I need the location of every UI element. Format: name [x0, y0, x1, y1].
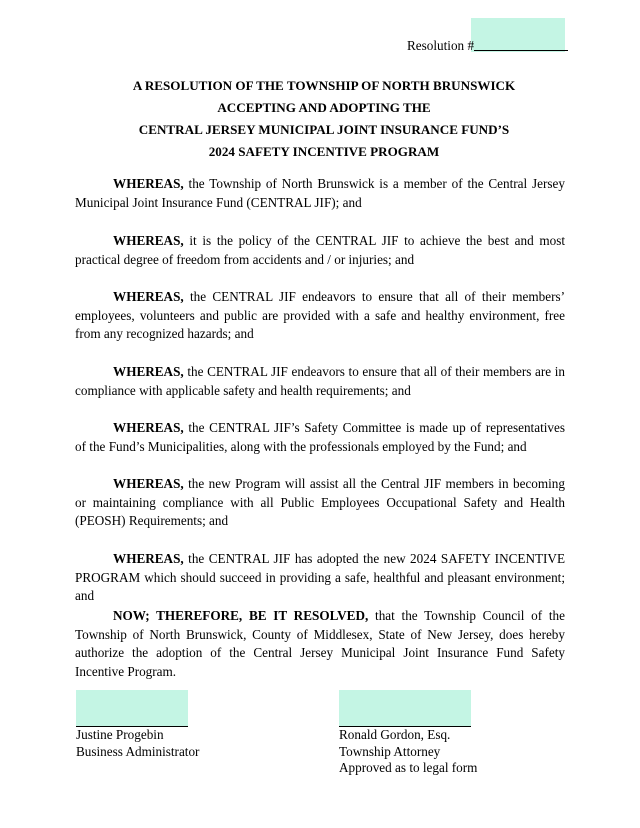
title-line-3: CENTRAL JERSEY MUNICIPAL JOINT INSURANCE FUND’S	[138, 122, 510, 137]
signer-title-right: Township Attorney	[339, 743, 441, 759]
clause-5	[75, 419, 565, 456]
document-title	[74, 75, 574, 163]
resolved-clause-text: that the Township Council of the Township of North Brunswick, County of Middlesex, State of New Jersey, does hereby authorize the adoption of the Central Jersey Municipal Joint Insurance Fund Safety Incentive Program.	[75, 608, 565, 679]
clause-1-lead: WHEREAS,	[113, 176, 184, 191]
clause-7-lead: WHEREAS,	[113, 551, 184, 566]
signer-name-left: Justine Progebin	[76, 727, 164, 742]
title-line-2: ACCEPTING AND ADOPTING THE	[217, 100, 431, 115]
clause-2-lead: WHEREAS,	[113, 233, 184, 248]
signature-redaction-right	[339, 690, 471, 726]
clause-6	[75, 475, 565, 531]
resolution-number-line	[407, 38, 568, 54]
clause-6-lead: WHEREAS,	[113, 476, 184, 491]
clause-4	[75, 363, 565, 400]
title-line-4: 2024 SAFETY INCENTIVE PROGRAM	[208, 144, 440, 159]
signature-redaction-left	[76, 690, 188, 726]
signer-name-right: Ronald Gordon, Esq.	[339, 727, 451, 742]
clause-2-text: it is the policy of the CENTRAL JIF to achieve the best and most practical degree of freedom from accidents and / or injuries; and	[75, 233, 565, 267]
resolved-clause	[75, 607, 565, 681]
clause-1	[75, 175, 565, 212]
resolution-number-blank	[474, 38, 568, 51]
clause-3-lead: WHEREAS,	[113, 289, 184, 304]
signature-block-left	[76, 727, 199, 760]
clause-5-text: the CENTRAL JIF’s Safety Committee is made up of representatives of the Fund’s Municipalities, along with the professionals employed by the Fund; and	[75, 420, 565, 454]
clause-3-text: the CENTRAL JIF endeavors to ensure that all of their members’ employees, volunteers and public are provided with a safe and healthy environment, free from any recognized hazards; and	[75, 289, 565, 342]
clause-7	[75, 550, 565, 606]
clause-4-text: the CENTRAL JIF endeavors to ensure that all of their members are in compliance with applicable safety and health requirements; and	[75, 364, 565, 398]
clause-2	[75, 232, 565, 269]
clause-7-text: the CENTRAL JIF has adopted the new 2024 SAFETY INCENTIVE PROGRAM which should succeed in providing a safe, healthful and pleasant environment; and	[75, 551, 565, 604]
resolution-label: Resolution #	[407, 38, 475, 53]
clause-1-text: the Township of North Brunswick is a member of the Central Jersey Municipal Joint Insurance Fund (CENTRAL JIF); and	[75, 176, 565, 210]
clause-4-lead: WHEREAS,	[113, 364, 184, 379]
clause-6-text: the new Program will assist all the Central JIF members in becoming or maintaining compliance with all Public Employees Occupational Safety and Health (PEOSH) Requirements; and	[75, 476, 565, 529]
clause-3	[75, 288, 565, 344]
signer-note-right: Approved as to legal form	[339, 760, 478, 775]
signature-block-right	[339, 727, 477, 777]
title-line-1: A RESOLUTION OF THE TOWNSHIP OF NORTH BRUNSWICK	[132, 78, 516, 93]
clause-5-lead: WHEREAS,	[113, 420, 184, 435]
signer-title-left: Business Administrator	[76, 743, 200, 759]
resolved-clause-lead: NOW; THEREFORE, BE IT RESOLVED,	[113, 608, 369, 623]
